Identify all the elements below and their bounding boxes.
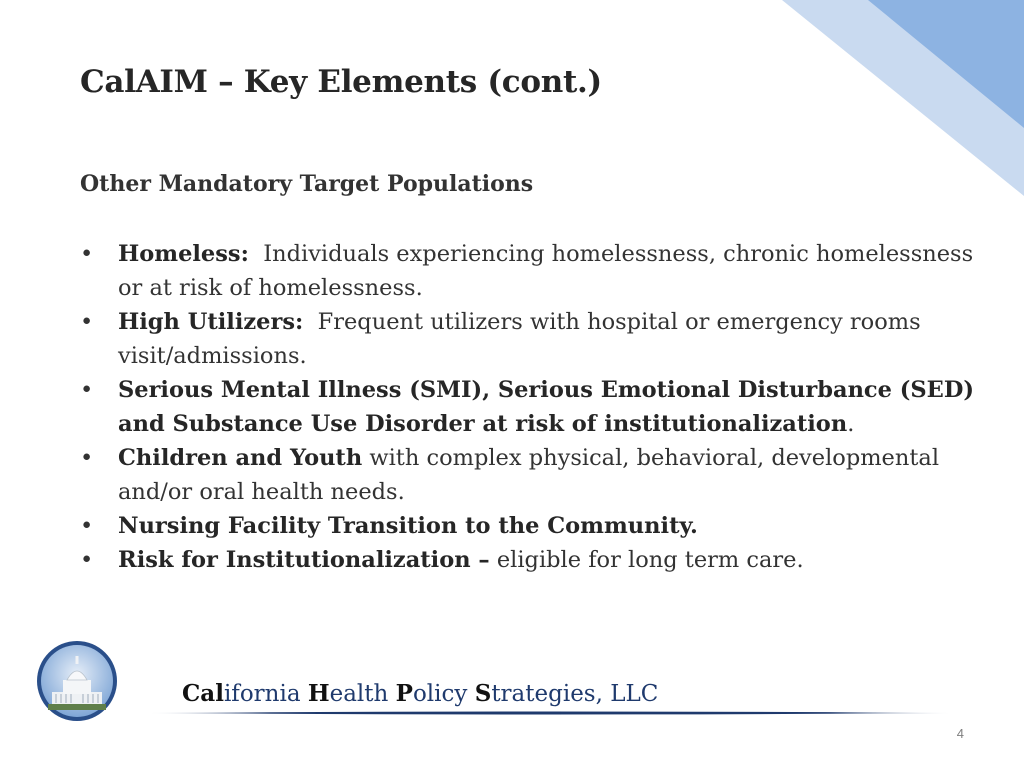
bullet-heading: High Utilizers:: [118, 309, 304, 335]
slide-title: CalAIM – Key Elements (cont.): [80, 64, 602, 100]
bullet-text: eligible for long term care.: [489, 547, 804, 573]
company-name-part: trategies, LLC: [491, 681, 659, 707]
bullet-dot: •: [80, 445, 94, 471]
bullet-heading: Serious Mental Illness (SMI), Serious Emotional Disturbance (SED) and Substance Use Disorder at risk of institutionalization: [118, 377, 974, 437]
bullet-heading: Homeless:: [118, 241, 249, 267]
bullet-text: with complex physical, behavioral, developmental and/or oral health needs.: [118, 445, 947, 505]
company-name-initial: S: [474, 680, 492, 707]
bullet-heading: Nursing Facility Transition to the Community.: [118, 513, 698, 539]
bullet-text: Frequent utilizers with hospital or emergency rooms visit/admissions.: [118, 309, 928, 369]
bullet-heading: Risk for Institutionalization –: [118, 547, 490, 573]
company-name-part: ealth: [329, 681, 396, 707]
corner-triangle-dark: [868, 0, 1024, 128]
page-number: 4: [956, 726, 964, 741]
bullet-dot: •: [80, 547, 94, 573]
company-name-initial: Cal: [182, 680, 224, 707]
bullet-dot: •: [80, 513, 94, 539]
slide-subtitle: Other Mandatory Target Populations: [80, 171, 534, 197]
company-name: [182, 680, 658, 707]
bullet-item: [80, 305, 985, 373]
company-name-part: olicy: [412, 681, 475, 707]
bullet-list: [80, 237, 985, 577]
bullet-item: [80, 237, 985, 305]
bullet-item: [80, 543, 985, 577]
company-name-part: ifornia: [223, 681, 308, 707]
state-capitol-seal-icon: [36, 640, 118, 722]
bullet-item: [80, 441, 985, 509]
bullet-dot: •: [80, 241, 94, 267]
company-name-initial: P: [395, 680, 413, 707]
bullet-dot: •: [80, 309, 94, 335]
corner-triangle-light: [782, 0, 1024, 196]
company-name-initial: H: [307, 680, 330, 707]
bullet-text: .: [847, 411, 855, 437]
bullet-text: Individuals experiencing homelessness, chronic homelessness or at risk of homelessness.: [118, 241, 981, 301]
bullet-heading: Children and Youth: [118, 445, 363, 471]
bullet-dot: •: [80, 377, 94, 403]
bullet-item: [80, 509, 985, 543]
footer-divider: [150, 710, 950, 716]
bullet-item: [80, 373, 985, 441]
